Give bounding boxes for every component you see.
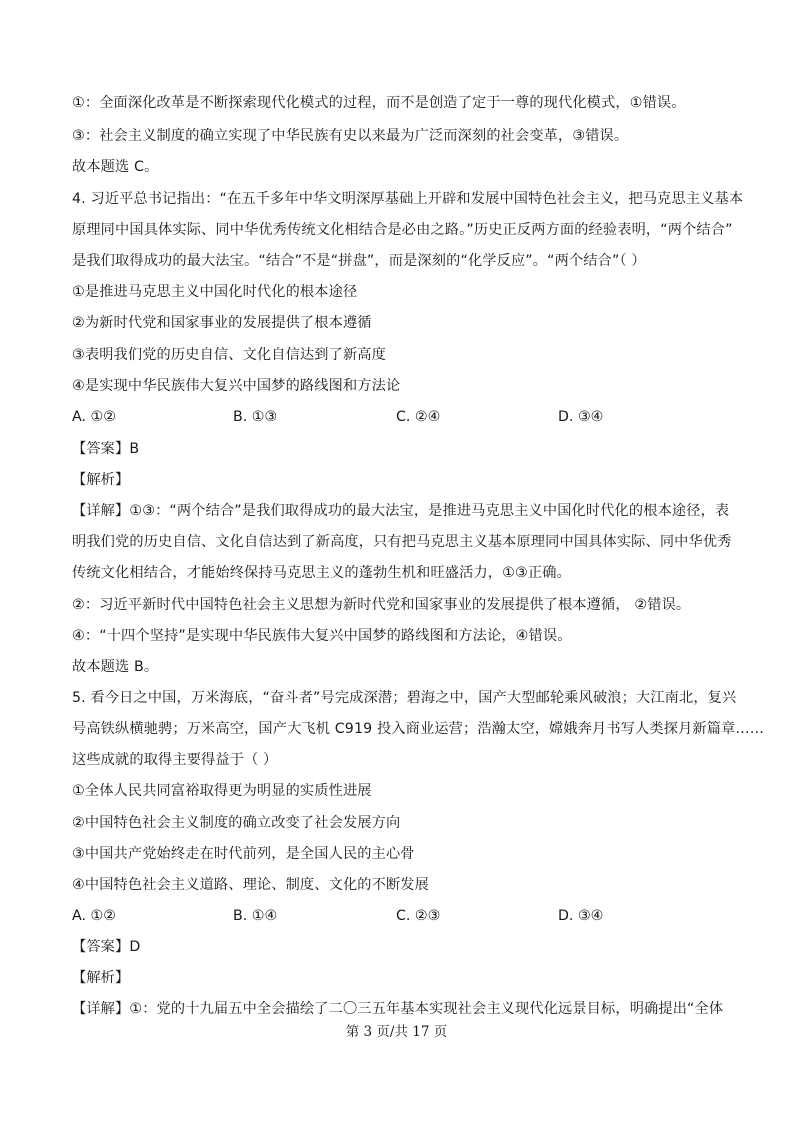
answer-label: 【答案】D <box>72 939 141 955</box>
question-5-stem: 5. 看今日之中国，万米海底，“奋斗者”号完成深潜；碧海之中，国产大型邮轮乘风破浪；大江南北，复兴 <box>72 690 737 706</box>
explanation-text: 【详解】①：党的十九届五中全会描绘了二〇三五年基本实现社会主义现代化远景目标，明确提出“全体 <box>72 1001 724 1017</box>
conclusion-text: 故本题选 B。 <box>72 659 159 675</box>
explanation-text: ②：习近平新时代中国特色社会主义思想为新时代党和国家事业的发展提供了根本遵循， ②错误。 <box>72 597 691 613</box>
statement-item: ②为新时代党和国家事业的发展提供了根本遵循 <box>72 315 372 331</box>
statement-item: ④是实现中华民族伟大复兴中国梦的路线图和方法论 <box>72 378 401 394</box>
text-line: ③：社会主义制度的确立实现了中华民族有史以来最为广泛而深刻的社会变革，③错误。 <box>72 128 629 144</box>
question-4-stem: 4. 习近平总书记指出：“在五千多年中华文明深厚基础上开辟和发展中国特色社会主义，把马克思主义基本 <box>72 191 744 207</box>
analysis-label: 【解析】 <box>72 970 130 986</box>
explanation-text: 【详解】①③：“两个结合”是我们取得成功的最大法宝，是推进马克思主义中国化时代化的根本途径，表 <box>72 503 730 519</box>
statement-item: ③中国共产党始终走在时代前列，是全国人民的主心骨 <box>72 846 415 862</box>
explanation-text: 明我们党的历史自信、文化自信达到了新高度，只有把马克思主义基本原理同中国具体实际、同中华优秀 <box>72 534 732 550</box>
option-b: B. ①③ <box>233 409 278 425</box>
explanation-text: 传统文化相结合，才能始终保持马克思主义的蓬勃生机和旺盛活力，①③正确。 <box>72 565 571 581</box>
question-4-stem: 原理同中国具体实际、同中华优秀传统文化相结合是必由之路。”历史正反两方面的经验表明，“两个结合” <box>72 222 733 238</box>
question-5-stem: 这些成就的取得主要得益于（ ） <box>72 752 278 768</box>
text-line: 故本题选 C。 <box>72 159 159 175</box>
question-4-stem: 是我们取得成功的最大法宝。“结合”不是“拼盘”，而是深刻的“化学反应”。“两个结合”（ ） <box>72 253 646 269</box>
statement-item: ①全体人民共同富裕取得更为明显的实质性进展 <box>72 783 372 799</box>
text-line: ①：全面深化改革是不断探索现代化模式的过程，而不是创造了定于一尊的现代化模式，①错误。 <box>72 95 686 111</box>
statement-item: ②中国特色社会主义制度的确立改变了社会发展方向 <box>72 815 401 831</box>
option-d: D. ③④ <box>558 409 604 425</box>
answer-label: 【答案】B <box>72 441 140 457</box>
explanation-text: ④：“十四个坚持”是实现中华民族伟大复兴中国梦的路线图和方法论，④错误。 <box>72 628 572 644</box>
statement-item: ①是推进马克思主义中国化时代化的根本途径 <box>72 284 358 300</box>
question-5-stem: 号高铁纵横驰骋；万米高空，国产大飞机 C919 投入商业运营；浩瀚太空，嫦娥奔月书写人类探月新篇章…… <box>72 721 765 737</box>
option-c: C. ②④ <box>396 409 441 425</box>
page-number-footer: 第 3 页/共 17 页 <box>345 1024 448 1040</box>
analysis-label: 【解析】 <box>72 472 130 488</box>
option-b: B. ①④ <box>233 908 278 924</box>
option-a: A. ①② <box>72 908 116 924</box>
option-a: A. ①② <box>72 409 116 425</box>
option-d: D. ③④ <box>558 908 604 924</box>
statement-item: ③表明我们党的历史自信、文化自信达到了新高度 <box>72 347 386 363</box>
option-c: C. ②③ <box>396 908 441 924</box>
statement-item: ④中国特色社会主义道路、理论、制度、文化的不断发展 <box>72 877 429 893</box>
